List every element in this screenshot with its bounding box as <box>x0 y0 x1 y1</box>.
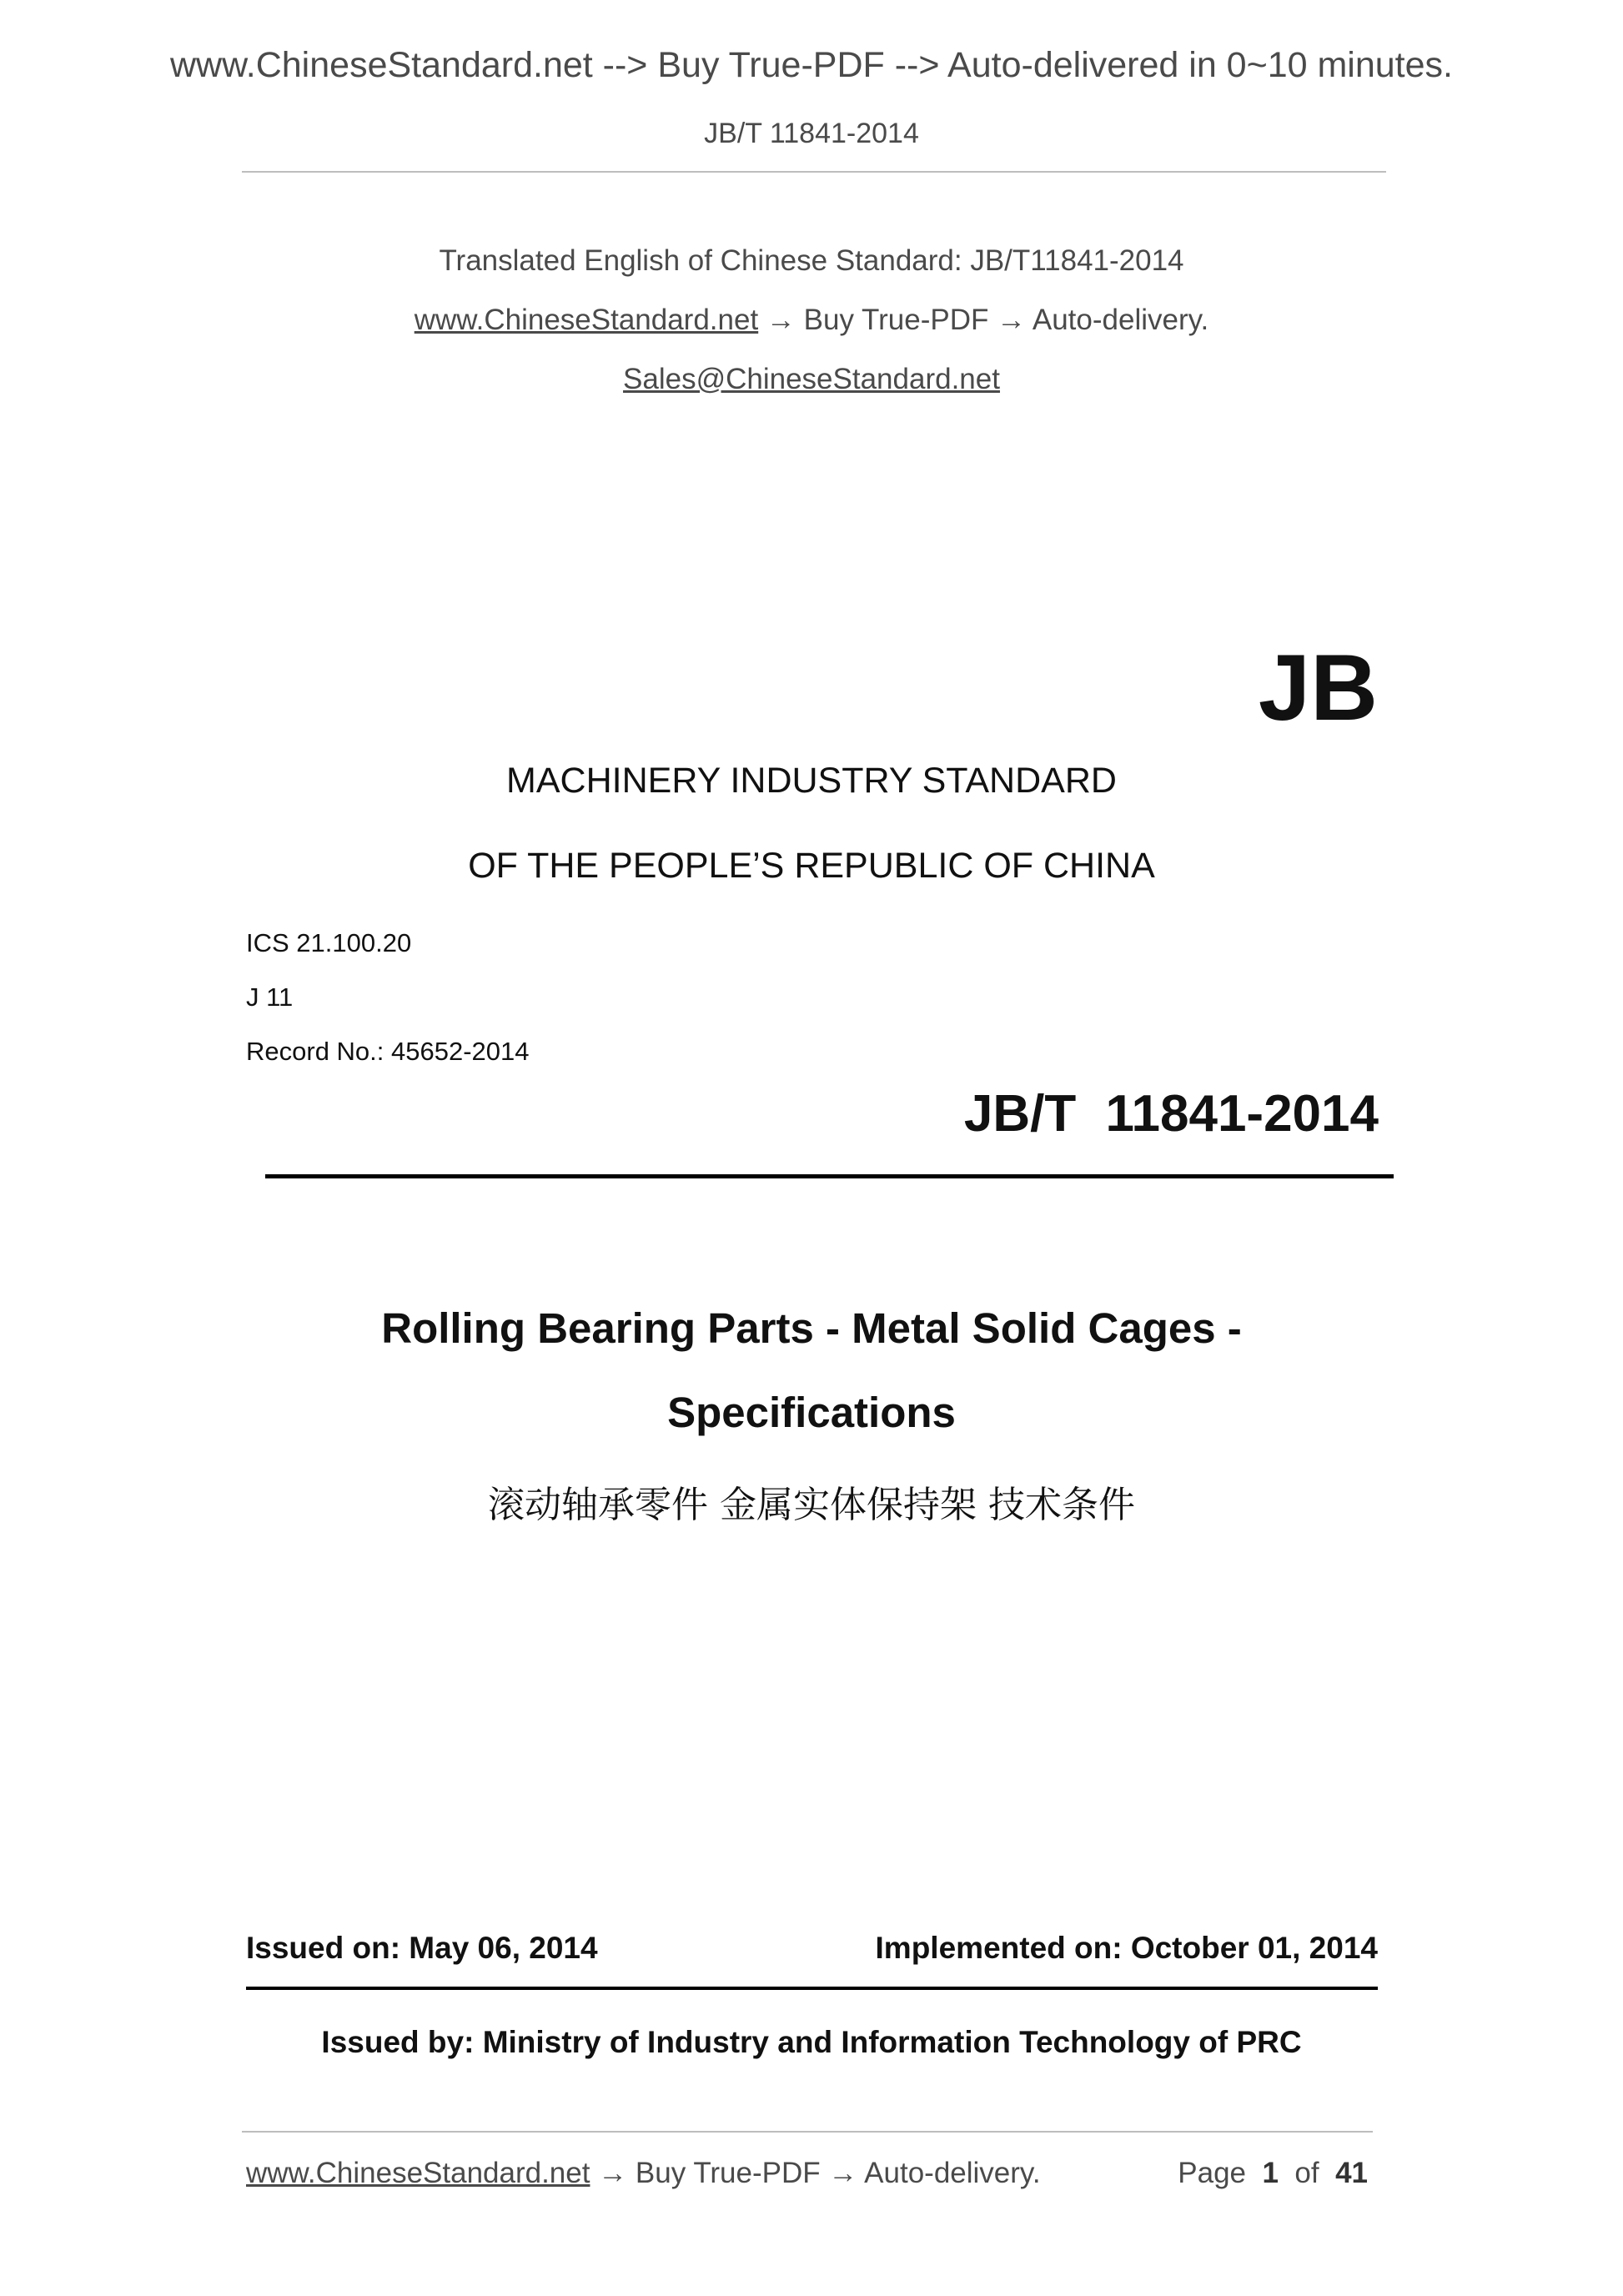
issued-date: Issued on: May 06, 2014 <box>246 1931 598 1965</box>
header-divider <box>242 171 1386 173</box>
document-title-line1: Rolling Bearing Parts - Metal Solid Cages - <box>381 1304 1242 1352</box>
footer-divider <box>242 2131 1373 2133</box>
page-indicator <box>1084 2157 1368 2190</box>
standard-category-line1: MACHINERY INDUSTRY STANDARD <box>506 761 1117 801</box>
site-link[interactable]: www.ChineseStandard.net <box>414 304 759 336</box>
jb-logo: JB <box>1258 636 1378 740</box>
translation-note: Translated English of Chinese Standard: JB/T11841-2014 <box>439 244 1184 277</box>
page-total: 41 <box>1335 2157 1368 2189</box>
page-current: 1 <box>1262 2157 1279 2189</box>
issuing-authority: Issued by: Ministry of Industry and Information Technology of PRC <box>321 2025 1302 2059</box>
header-standard-code: JB/T 11841-2014 <box>704 118 919 149</box>
top-banner: www.ChineseStandard.net --> Buy True-PDF --> Auto-delivered in 0~10 minutes. <box>169 45 1453 85</box>
footer-delivery-line <box>246 2157 1041 2190</box>
classification-code: J 11 <box>246 982 294 1012</box>
standard-number: JB/T 11841-2014 <box>963 1085 1379 1143</box>
document-title-chinese: 滚动轴承零件 金属实体保持架 技术条件 <box>488 1484 1135 1526</box>
translation-delivery-line <box>0 304 1623 337</box>
sales-email-line <box>0 363 1623 396</box>
page-of: of <box>1294 2157 1319 2189</box>
record-number: Record No.: 45652-2014 <box>246 1037 530 1066</box>
sales-email-link[interactable]: Sales@ChineseStandard.net <box>623 363 1000 395</box>
standard-category-line2: OF THE PEOPLE’S REPUBLIC OF CHINA <box>468 846 1155 886</box>
ics-code: ICS 21.100.20 <box>246 928 412 957</box>
footer-delivery-text: → Buy True-PDF → Auto-delivery. <box>590 2157 1041 2189</box>
issue-divider <box>246 1987 1378 1990</box>
delivery-text: → Buy True-PDF → Auto-delivery. <box>758 304 1209 336</box>
page-label: Page <box>1178 2157 1247 2189</box>
title-divider <box>265 1174 1394 1178</box>
implemented-date: Implemented on: October 01, 2014 <box>875 1931 1378 1965</box>
document-title-line2: Specifications <box>667 1389 956 1436</box>
footer-site-link[interactable]: www.ChineseStandard.net <box>246 2157 590 2189</box>
